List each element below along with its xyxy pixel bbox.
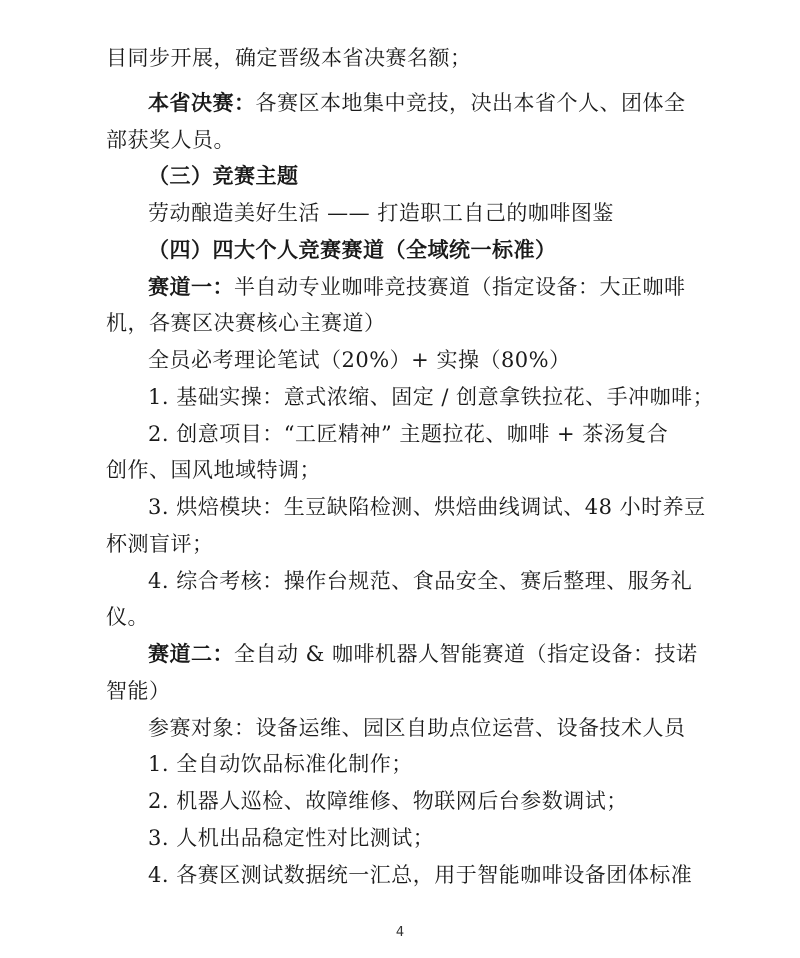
inline-label: 赛道一： (148, 274, 234, 299)
paragraph-line: 部获奖人员。 (106, 128, 235, 152)
list-item: 3. 烘焙模块：生豆缺陷检测、烘焙曲线调试、48 小时养豆 (148, 495, 706, 519)
inline-label: 本省决赛： (148, 90, 256, 115)
inline-label: 赛道二： (148, 641, 234, 666)
paragraph-line: 杯测盲评； (106, 532, 214, 556)
list-item: 3. 人机出品稳定性对比测试； (148, 826, 435, 850)
paragraph-line: 赛道二：全自动 & 咖啡机器人智能赛道（指定设备：技诺 (148, 641, 698, 666)
paragraph-line: 本省决赛：各赛区本地集中竞技，决出本省个人、团体全 (148, 90, 686, 115)
list-item: 4. 综合考核：操作台规范、食品安全、赛后整理、服务礼 (148, 569, 693, 593)
paragraph-line: 创作、国风地域特调； (106, 458, 321, 482)
paragraph-line: 智能） (106, 679, 171, 703)
list-item: 1. 全自动饮品标准化制作； (148, 752, 413, 776)
list-item: 4. 各赛区测试数据统一汇总，用于智能咖啡设备团体标准 (148, 863, 693, 887)
paragraph-line: 仪。 (106, 605, 149, 629)
section-heading: （四）四大个人竞赛赛道（全域统一标准） (148, 237, 557, 262)
paragraph-line: 全员必考理论笔试（20%）+ 实操（80%） (148, 348, 571, 372)
paragraph-line: 目同步开展，确定晋级本省决赛名额； (106, 46, 472, 70)
list-item: 2. 机器人巡检、故障维修、物联网后台参数调试； (148, 789, 628, 813)
paragraph-line: 参赛对象：设备运维、园区自助点位运营、设备技术人员 (148, 716, 686, 740)
paragraph-line: 机，各赛区决赛核心主赛道） (106, 311, 386, 335)
paragraph-line: 劳动酿造美好生活 —— 打造职工自己的咖啡图鉴 (148, 201, 614, 225)
paragraph-line: 赛道一：半自动专业咖啡竞技赛道（指定设备：大正咖啡 (148, 274, 686, 299)
list-item: 2. 创意项目：“工匠精神” 主题拉花、咖啡 + 茶汤复合 (148, 422, 669, 446)
page-number: 4 (395, 925, 405, 940)
section-heading: （三）竞赛主题 (148, 163, 299, 188)
list-item: 1. 基础实操：意式浓缩、固定 / 创意拿铁拉花、手冲咖啡； (148, 385, 715, 409)
